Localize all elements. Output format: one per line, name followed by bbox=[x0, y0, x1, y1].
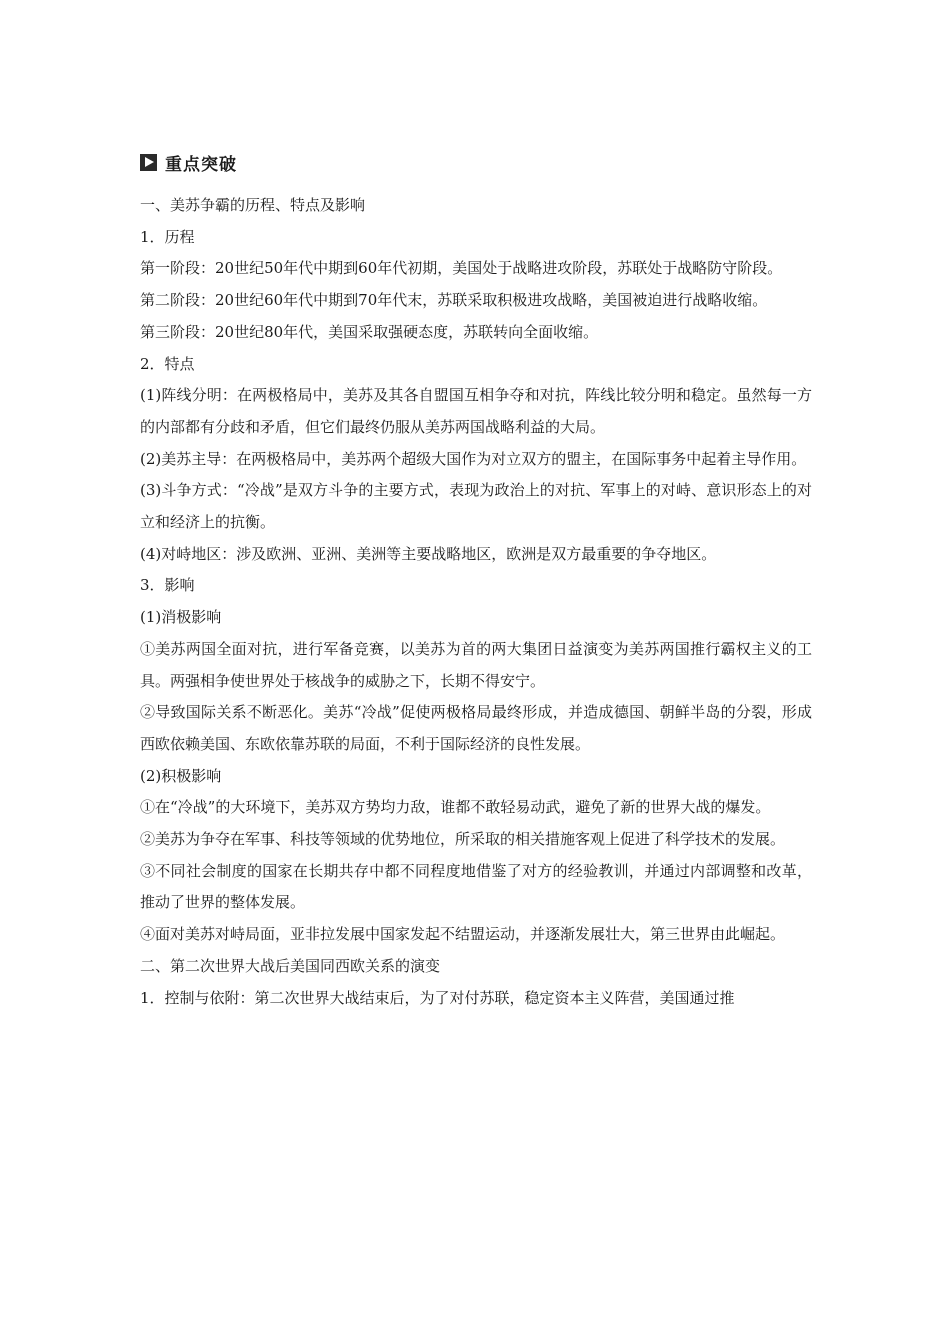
section-heading bbox=[140, 148, 812, 176]
subheading-positive: (2)积极影响 bbox=[140, 766, 222, 785]
paragraph-feature-4: (4)对峙地区：涉及欧洲、亚洲、美洲等主要战略地区，欧洲是双方最重要的争夺地区。 bbox=[140, 544, 717, 563]
paragraph-positive-2: ②美苏为争夺在军事、科技等领域的优势地位，所采取的相关措施客观上促进了科学技术的发展。 bbox=[140, 830, 786, 849]
paragraph-positive-3: ③不同社会制度的国家在长期共存中都不同程度地借鉴了对方的经验教训，并通过内部调整和改革，推动了世界的整体发展。 bbox=[140, 861, 812, 912]
paragraph-feature-3: (3)斗争方式：“冷战”是双方斗争的主要方式，表现为政治上的对抗、军事上的对峙、意识形态上的对立和经济上的抗衡。 bbox=[140, 481, 812, 532]
paragraph-negative-1: ①美苏两国全面对抗，进行军备竞赛，以美苏为首的两大集团日益演变为美苏两国推行霸权主义的工具。两强相争使世界处于核战争的威胁之下，长期不得安宁。 bbox=[140, 639, 812, 690]
subheading-history: 1．历程 bbox=[140, 227, 195, 246]
subheading-features: 2．特点 bbox=[140, 354, 195, 373]
section-title: 重点突破 bbox=[165, 154, 237, 175]
paragraph-feature-1: (1)阵线分明：在两极格局中，美苏及其各自盟国互相争夺和对抗，阵线比较分明和稳定。虽然每一方的内部都有分歧和矛盾，但它们最终仍服从美苏两国战略利益的大局。 bbox=[140, 386, 812, 436]
play-triangle-icon bbox=[140, 154, 157, 171]
heading-part-2: 二、第二次世界大战后美国同西欧关系的演变 bbox=[140, 956, 441, 975]
subheading-impact: 3．影响 bbox=[140, 576, 195, 595]
paragraph-stage-3: 第三阶段：20世纪80年代，美国采取强硬态度，苏联转向全面收缩。 bbox=[140, 322, 599, 341]
paragraph-negative-2: ②导致国际关系不断恶化。美苏“冷战”促使两极格局最终形成，并造成德国、朝鲜半岛的分裂，形成西欧依赖美国、东欧依靠苏联的局面，不利于国际经济的良性发展。 bbox=[140, 703, 812, 753]
paragraph-stage-2: 第二阶段：20世纪60年代中期到70年代末，苏联采取积极进攻战略，美国被迫进行战略收缩。 bbox=[140, 291, 768, 310]
subheading-negative: (1)消极影响 bbox=[140, 608, 222, 627]
paragraph-control-dependence: 1．控制与依附：第二次世界大战结束后，为了对付苏联，稳定资本主义阵营，美国通过推 bbox=[140, 988, 735, 1007]
paragraph-positive-4: ④面对美苏对峙局面，亚非拉发展中国家发起不结盟运动，并逐渐发展壮大，第三世界由此崛起。 bbox=[140, 925, 786, 944]
paragraph-feature-2: (2)美苏主导：在两极格局中，美苏两个超级大国作为对立双方的盟主，在国际事务中起着主导作用。 bbox=[140, 449, 807, 468]
paragraph-stage-1: 第一阶段：20世纪50年代中期到60年代初期，美国处于战略进攻阶段，苏联处于战略防守阶段。 bbox=[140, 259, 783, 278]
heading-part-1: 一、美苏争霸的历程、特点及影响 bbox=[140, 196, 366, 214]
paragraph-positive-1: ①在“冷战”的大环境下，美苏双方势均力敌，谁都不敢轻易动武，避免了新的世界大战的爆发。 bbox=[140, 798, 771, 817]
document-page bbox=[140, 148, 812, 1014]
